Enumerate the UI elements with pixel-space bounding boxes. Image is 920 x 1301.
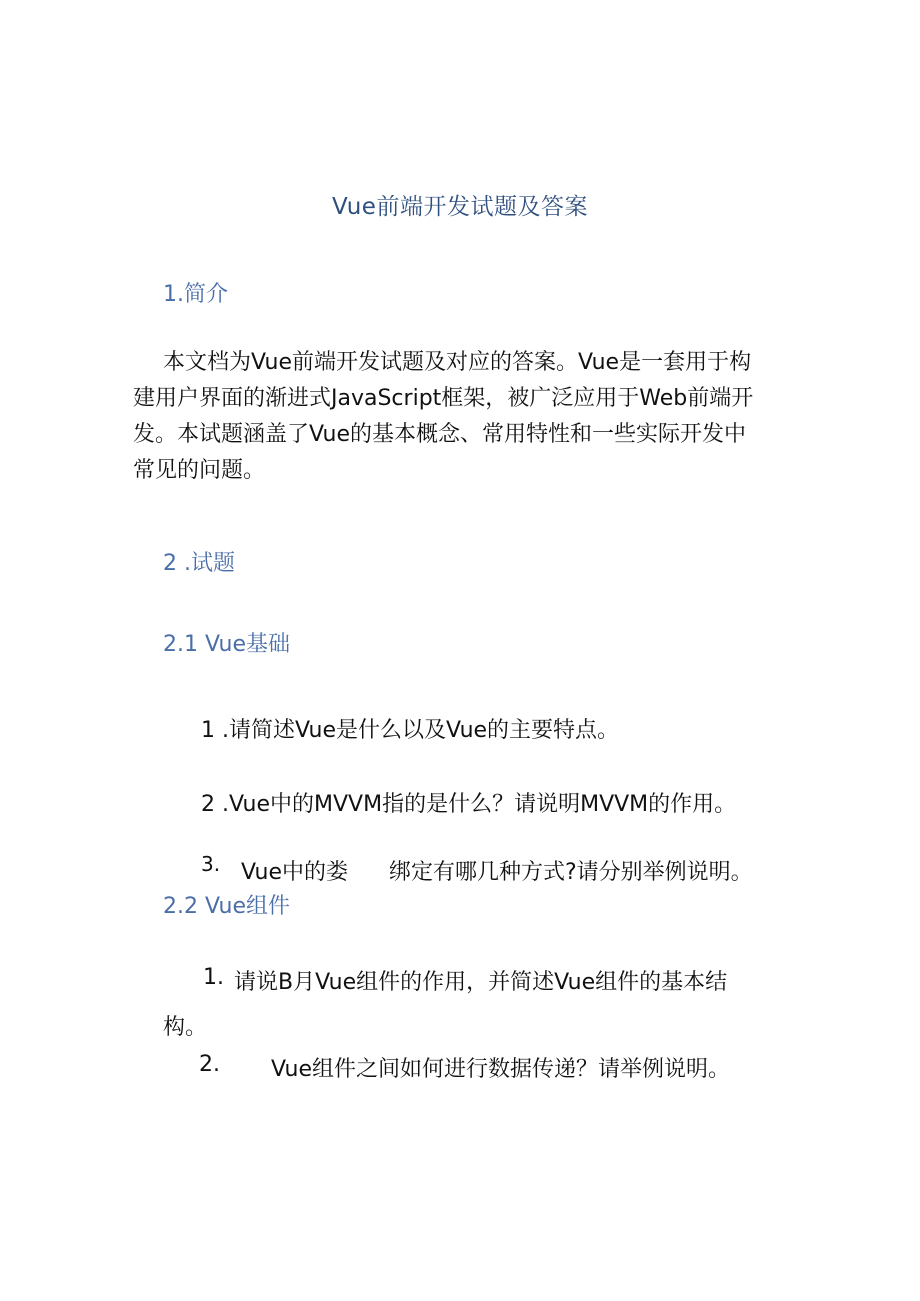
question-basics-1: 1 .请简述Vue是什么以及Vue的主要特点。 bbox=[201, 718, 620, 743]
question-basics-3-part-a: Vue中的娄 bbox=[241, 860, 349, 885]
intro-line-2: 建用户界面的渐进式JavaScript框架，被广泛应用于Web前端开 bbox=[133, 386, 754, 411]
intro-line-1: 本文档为Vue前端开发试题及对应的答案。Vue是一套用于构 bbox=[163, 350, 752, 375]
section-heading-questions: 2 .试题 bbox=[163, 551, 235, 576]
question-basics-2: 2 .Vue中的MVVM指的是什么？请说明MVVM的作用。 bbox=[201, 792, 737, 817]
question-basics-3-number: 3. bbox=[201, 852, 221, 876]
question-components-1-number: 1. bbox=[203, 965, 224, 990]
document-title: Vue前端开发试题及答案 bbox=[332, 194, 588, 220]
question-components-1-line-1: 请说B月Vue组件的作用，并简述Vue组件的基本结 bbox=[234, 970, 728, 995]
subsection-heading-vue-basics: 2.1 Vue基础 bbox=[163, 632, 291, 657]
question-components-2-number: 2. bbox=[199, 1052, 220, 1077]
section-heading-intro: 1.简介 bbox=[163, 282, 228, 307]
question-components-1-line-2: 构。 bbox=[163, 1015, 208, 1040]
question-basics-3-part-b: 绑定有哪几种方式?请分别举例说明。 bbox=[389, 860, 753, 885]
intro-line-3: 发。本试题涵盖了Vue的基本概念、常用特性和一些实际开发中 bbox=[133, 422, 747, 447]
question-components-2-text: Vue组件之间如何进行数据传递？请举例说明。 bbox=[271, 1057, 731, 1082]
intro-line-4: 常见的问题。 bbox=[133, 458, 266, 483]
subsection-heading-vue-components: 2.2 Vue组件 bbox=[163, 894, 291, 919]
intro-paragraph bbox=[133, 345, 783, 489]
